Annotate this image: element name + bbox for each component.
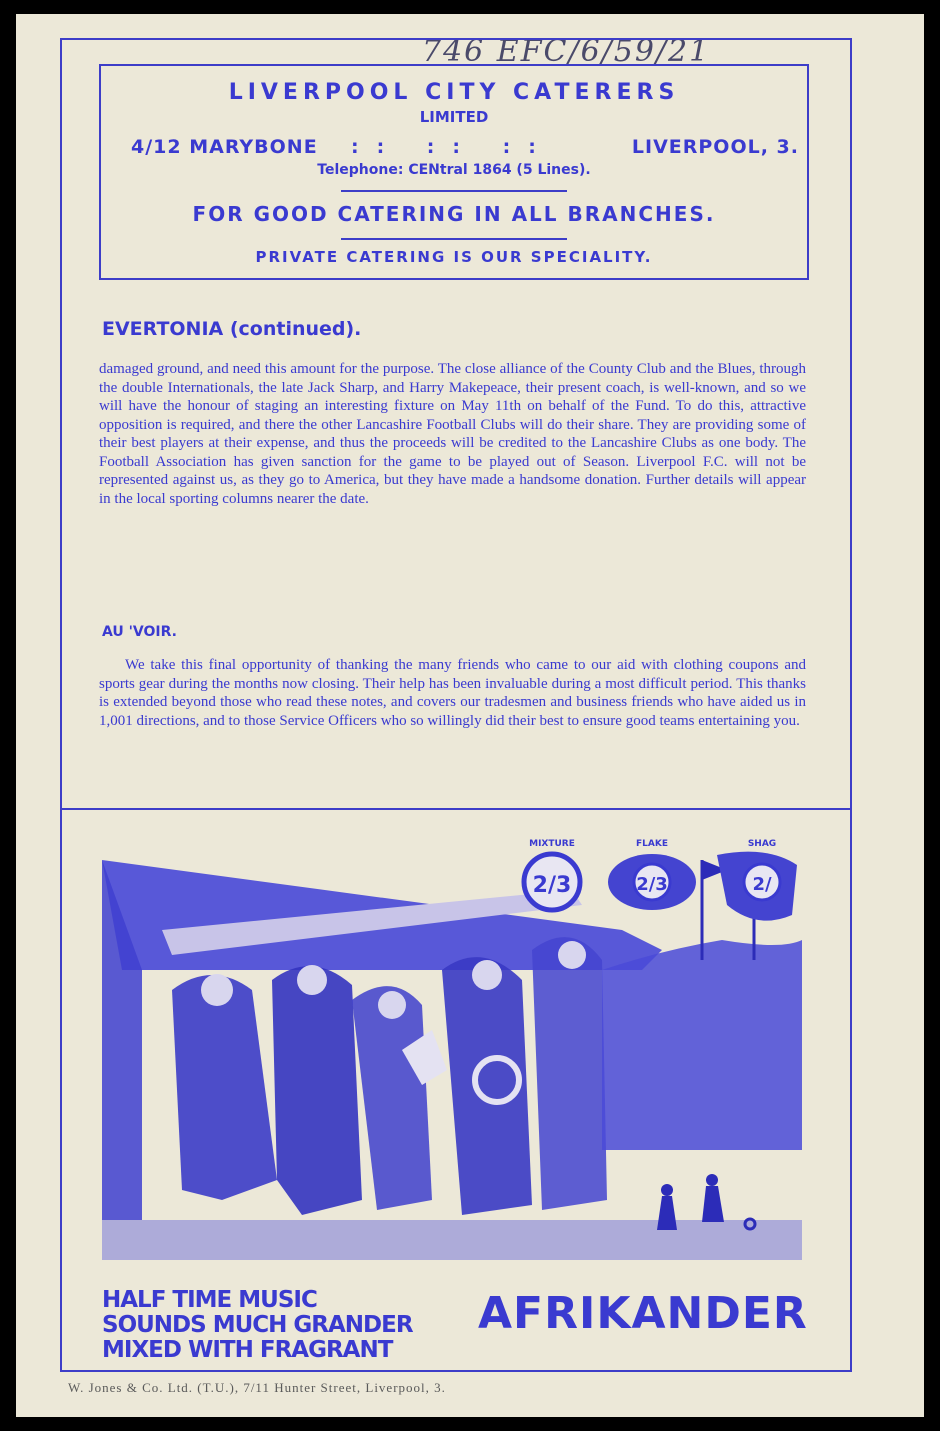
evertonia-heading: EVERTONIA (continued). [102, 318, 362, 340]
au-revoir-heading: AU 'VOIR. [102, 624, 177, 640]
svg-text:2/3: 2/3 [636, 874, 668, 895]
afrikander-brand: AFRIKANDER [478, 1288, 808, 1339]
afrikander-tagline [102, 1288, 413, 1363]
advert-limited: LIMITED [419, 108, 489, 126]
section-divider [60, 808, 850, 810]
programme-page [16, 14, 924, 1417]
advert-address-street: 4/12 MARYBONE [131, 136, 318, 158]
printer-imprint: W. Jones & Co. Ltd. (T.U.), 7/11 Hunter Street, Liverpool, 3. [68, 1380, 446, 1395]
advert-address-city: LIVERPOOL, 3. [631, 136, 799, 158]
archive-reference: 746 EFC/6/59/21 [422, 34, 711, 69]
tobacco-illustration [102, 820, 802, 1360]
svg-text:MIXTURE: MIXTURE [529, 839, 575, 849]
advert-company: LIVERPOOL CITY CATERERS [228, 80, 680, 105]
advert-telephone: Telephone: CENtral 1864 (5 Lines). [317, 162, 591, 178]
svg-text:2/: 2/ [752, 874, 772, 895]
advert-speciality: PRIVATE CATERING IS OUR SPECIALITY. [255, 248, 653, 266]
svg-text:FLAKE: FLAKE [636, 839, 668, 849]
tagline-line-2: SOUNDS MUCH GRANDER [102, 1312, 413, 1338]
advert-rule [341, 238, 567, 240]
package-flake [608, 839, 696, 910]
advert-address-separators: :: :: :: [351, 136, 554, 158]
package-mixture [524, 839, 580, 910]
au-revoir-body: We take this final opportunity of thanking the many friends who came to our aid with clothing coupons and sports gear during the months now closing. Their help has been invaluable during a most difficult period. This thanks is extended beyond those who read these notes, and covers our tradesmen and business friends who have aided us in 1,001 directions, and to those Service Officers who so willingly did their best to ensure good teams entertaining you. [99, 657, 806, 729]
caterers-advert [99, 64, 809, 280]
evertonia-body: damaged ground, and need this amount for the purpose. The close alliance of the County Club and the Blues, through the double Internationals, the late Jack Sharp, and Harry Makepeace, their present coach, is well-known, and so we will have the honour of staging an interesting fixture on May 11th on behalf of the Fund. To do this, attractive opposition is required, and there the other Lancashire Football Clubs will do their share. They are providing some of their best players at their expense, and thus the proceeds will be credited to the Lancashire Clubs as one body. The Football Association has given sanction for the game to be played out of Season. Liverpool F.C. will not be represented against us, as they go to America, but they have made a handsome donation. Further details will appear in the local sporting columns nearer the date. [99, 361, 806, 507]
svg-text:2/3: 2/3 [532, 873, 572, 898]
tagline-line-1: HALF TIME MUSIC [102, 1287, 317, 1313]
svg-text:SHAG: SHAG [747, 839, 777, 849]
tagline-line-3: MIXED WITH FRAGRANT [102, 1337, 393, 1363]
package-shag [717, 839, 797, 921]
advert-slogan: FOR GOOD CATERING IN ALL BRANCHES. [192, 202, 716, 226]
advert-rule [341, 190, 567, 192]
